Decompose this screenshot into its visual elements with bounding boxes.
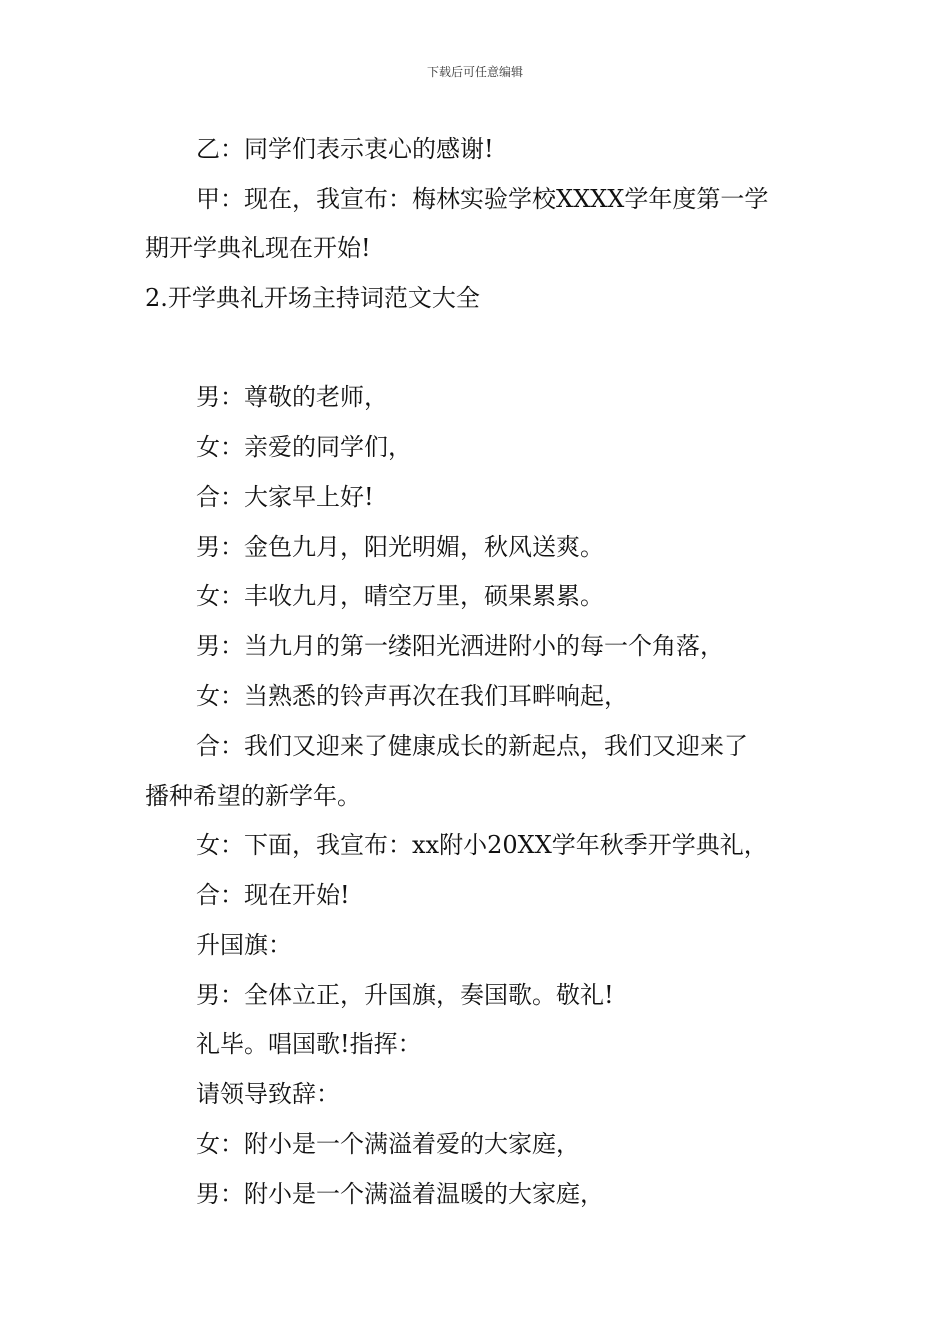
dialogue-line-continuation: 播种希望的新学年。 xyxy=(145,782,361,810)
program-item: 请领导致辞： xyxy=(196,1080,340,1108)
dialogue-line: 女：附小是一个满溢着爱的大家庭， xyxy=(196,1130,580,1158)
dialogue-line: 男：全体立正，升国旗，奏国歌。敬礼! xyxy=(196,981,614,1009)
dialogue-line: 男：当九月的第一缕阳光洒进附小的每一个角落， xyxy=(196,632,724,660)
section-heading: 2.开学典礼开场主持词范文大全 xyxy=(145,284,480,312)
dialogue-line: 女：亲爱的同学们， xyxy=(196,433,412,461)
dialogue-line: 男：金色九月，阳光明媚，秋风送爽。 xyxy=(196,533,604,561)
dialogue-line-continuation: 期开学典礼现在开始! xyxy=(145,234,371,262)
dialogue-line: 乙：同学们表示衷心的感谢! xyxy=(196,135,494,163)
dialogue-line: 合：我们又迎来了健康成长的新起点，我们又迎来了 xyxy=(196,732,748,760)
dialogue-line: 男：附小是一个满溢着温暖的大家庭， xyxy=(196,1180,604,1208)
dialogue-line: 女：下面，我宣布：xx附小20XX学年秋季开学典礼， xyxy=(196,831,768,859)
dialogue-line: 女：丰收九月，晴空万里，硕果累累。 xyxy=(196,582,604,610)
program-item: 礼毕。唱国歌!指挥： xyxy=(196,1030,422,1058)
dialogue-line: 男：尊敬的老师， xyxy=(196,383,388,411)
dialogue-line: 女：当熟悉的铃声再次在我们耳畔响起， xyxy=(196,682,628,710)
dialogue-line: 合：大家早上好! xyxy=(196,483,374,511)
dialogue-line: 甲：现在，我宣布：梅林实验学校XXXX学年度第一学 xyxy=(196,185,769,213)
dialogue-line: 合：现在开始! xyxy=(196,881,350,909)
program-item: 升国旗： xyxy=(196,931,292,959)
page-header-note: 下载后可任意编辑 xyxy=(426,65,523,79)
